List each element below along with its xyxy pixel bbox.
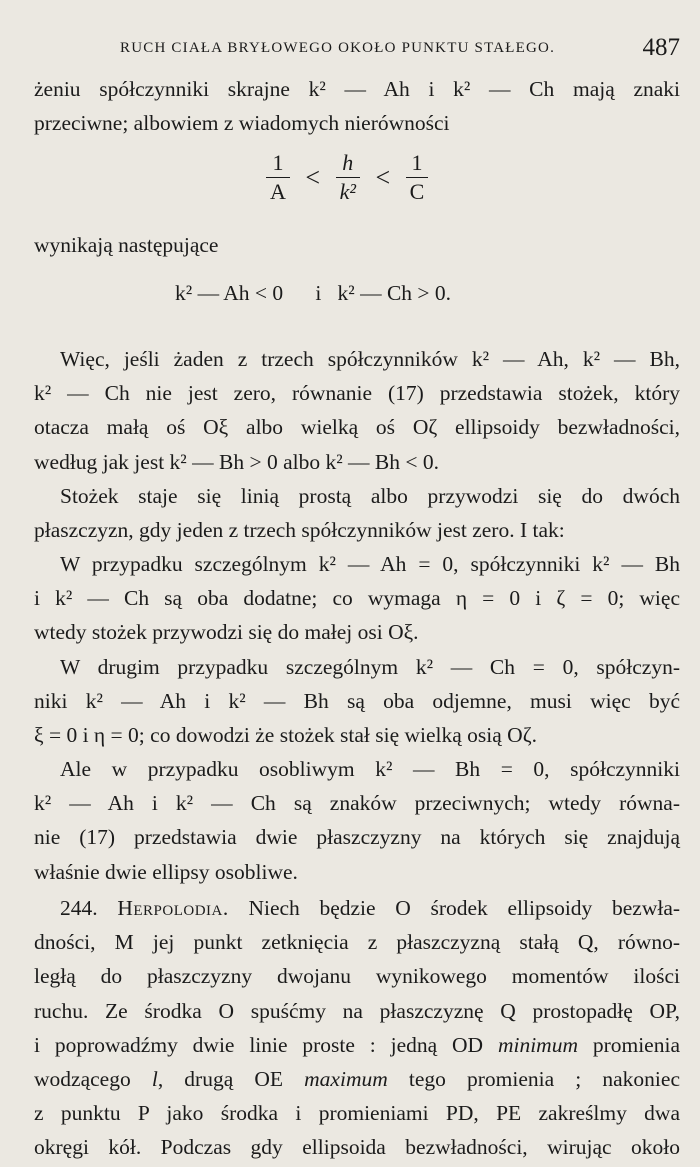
text-line: W drugim przypadku szczególnym k² — Ch = 0, spółczyn-: [60, 655, 680, 679]
denominator: C: [406, 177, 429, 206]
italic-term: l: [151, 1067, 158, 1092]
text-line: z punktu P jako środka i promieniami PD, PE zakreślmy dwa: [34, 1101, 680, 1126]
opening-lines: [34, 72, 680, 140]
text-fragment: , drugą OE: [157, 1067, 305, 1092]
section-number: 244.: [60, 896, 98, 920]
result-formula: k² — Ah < 0 i k² — Ch > 0.: [175, 281, 452, 305]
text-line: niki k² — Ah i k² — Bh są oba odjemne, musi więc być: [34, 689, 680, 714]
italic-term: minimum: [497, 1032, 578, 1057]
denominator: k²: [336, 177, 360, 206]
section-first-line: [34, 891, 680, 925]
text-block: [34, 228, 680, 262]
denominator: A: [266, 177, 290, 206]
text-line: Więc, jeśli żaden z trzech spółczynników k² — Ah, k² — Bh,: [60, 347, 680, 371]
text-line: płaszczyzn, gdy jeden z trzech spółczynników jest zero. I tak:: [34, 518, 565, 543]
text-line: W przypadku szczególnym k² — Ah = 0, spółczynniki k² — Bh: [60, 552, 680, 576]
page-number: 487: [642, 34, 680, 61]
text-fragment: promienia: [577, 1032, 680, 1057]
text-line: dności, M jej punkt zetknięcia z płaszczyzną stałą Q, równo-: [34, 930, 680, 955]
text-line: Ale w przypadku osobliwym k² — Bh = 0, spółczynniki: [60, 757, 680, 781]
text-line: przeciwne; albowiem z wiadomych nierówności: [34, 111, 450, 136]
text-fragment: Niech będzie O środek ellipsoidy bezwła-: [248, 896, 681, 920]
section-heading: Herpolodia.: [117, 896, 229, 920]
numerator: 1: [272, 150, 284, 175]
running-title: RUCH CIAŁA BRYŁOWEGO OKOŁO PUNKTU STAŁEGO.: [120, 40, 556, 56]
page-header: [120, 36, 680, 66]
text-line: nie (17) przedstawia dwie płaszczyzny na których się znajdują: [34, 825, 680, 850]
numerator: h: [342, 150, 354, 175]
text-line: otacza małą oś Oξ albo wielką oś Oζ ellipsoidy bezwładności,: [34, 415, 680, 440]
text-line: [34, 1028, 680, 1062]
text-line: wtedy stożek przywodzi się do małej osi Oξ.: [34, 620, 419, 645]
text-line: żeniu spółczynniki skrajne k² — Ah i k² — Ch mają znaki: [34, 77, 680, 101]
text-line: okręgi kół. Podczas gdy ellipsoida bezwładności, wirując około: [34, 1135, 680, 1160]
text-line: [34, 1062, 680, 1096]
text-fragment: i poprowadźmy dwie linie proste : jedną OD: [34, 1032, 498, 1057]
text-fragment: tego promienia ; nakoniec: [387, 1067, 680, 1092]
less-than-sign: <: [375, 162, 391, 192]
text-line: k² — Ah i k² — Ch są znaków przeciwnych; wtedy równa-: [34, 791, 680, 816]
text-line: właśnie dwie ellipsy osobliwe.: [34, 859, 298, 884]
fraction: [266, 149, 290, 206]
text-line: ruchu. Ze środka O spuśćmy na płaszczyznę Q prostopadłę OP,: [34, 998, 680, 1023]
less-than-sign: <: [305, 162, 321, 192]
fraction: [336, 149, 360, 206]
text-fragment: wodzącego: [34, 1067, 152, 1092]
paragraph: [34, 752, 680, 889]
text-line: Stożek staje się linią prostą albo przywodzi się do dwóch: [60, 484, 680, 508]
text-line: według jak jest k² — Bh > 0 albo k² — Bh < 0.: [34, 449, 440, 474]
numerator: 1: [411, 150, 423, 175]
text-line: k² — Ch nie jest zero, równanie (17) przedstawia stożek, który: [34, 381, 680, 406]
paragraph: [34, 547, 680, 650]
italic-term: maximum: [304, 1067, 388, 1092]
fraction: [406, 149, 429, 206]
paragraph: [34, 650, 680, 753]
text-line: ległą do płaszczyzny dwojanu wynikowego momentów ilości: [34, 964, 680, 989]
text-line: ξ = 0 i η = 0; co dowodzi że stożek stał się wielką osią Oζ.: [34, 723, 537, 748]
text-line: wynikają następujące: [34, 233, 219, 257]
section-244: [34, 891, 680, 1165]
paragraph: [34, 342, 680, 479]
text-line: i k² — Ch są oba dodatne; co wymaga η = 0 i ζ = 0; więc: [34, 586, 680, 611]
inequality-formula: [260, 149, 440, 227]
paragraph: [34, 479, 680, 547]
